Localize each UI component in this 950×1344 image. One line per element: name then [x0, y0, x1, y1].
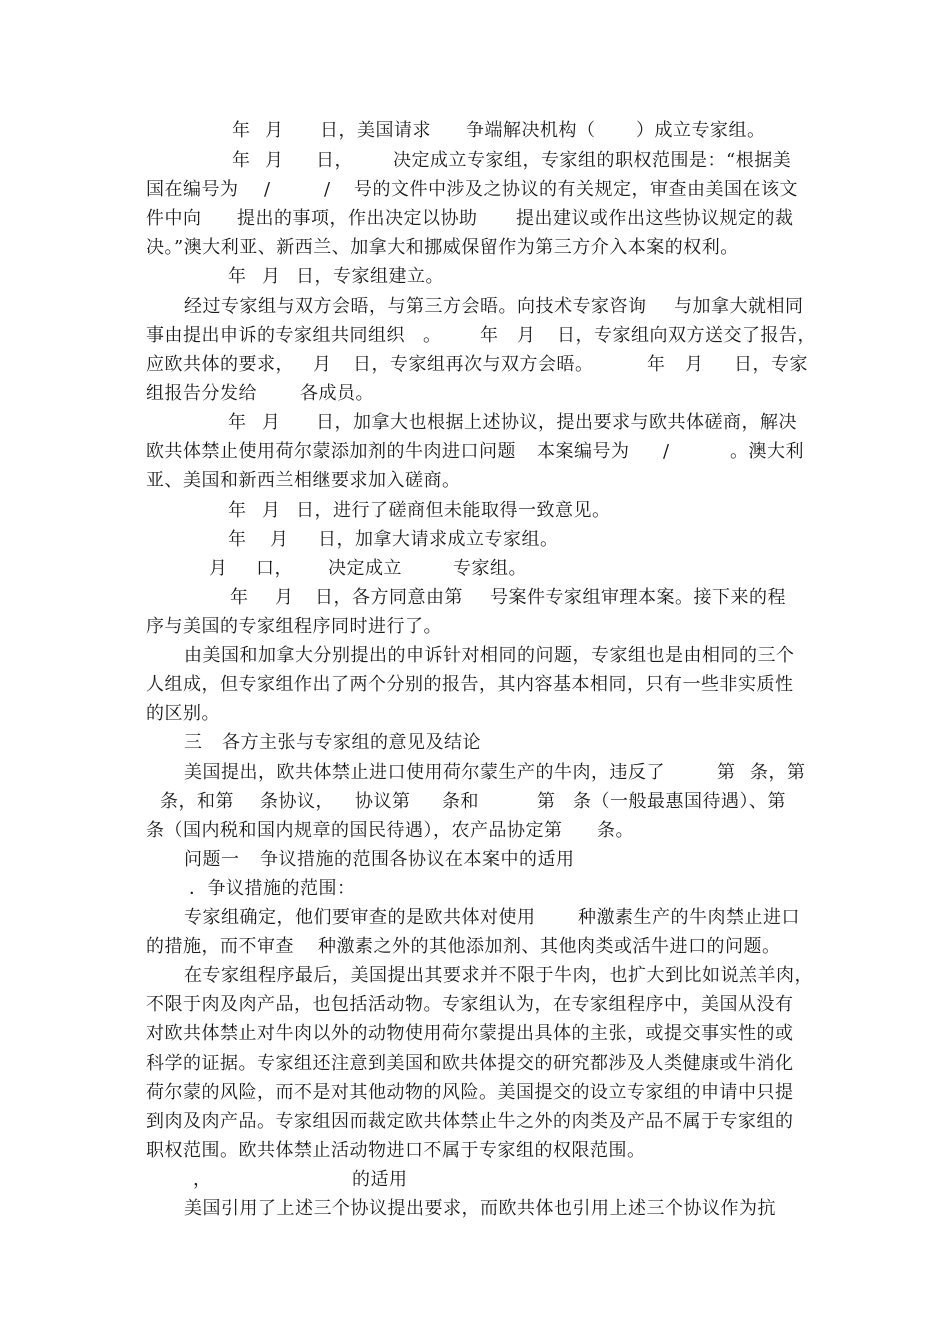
text-segment: 条和 [442, 791, 479, 812]
text-segment: 件中向 [146, 208, 202, 229]
text-segment: / [324, 179, 331, 200]
text-line [0, 234, 950, 262]
text-segment: 月 [270, 529, 289, 550]
text-segment: 月 [209, 558, 228, 579]
text-segment: / [663, 441, 670, 462]
text-segment: 日，专家组向双方送交了报告， [557, 325, 816, 346]
text-segment: 专家组确定，他们要审查的是欧共体对使用 [184, 907, 536, 928]
text-line [0, 962, 950, 990]
text-segment: 年 [647, 354, 666, 375]
text-line [0, 904, 950, 932]
text-segment: 年 [228, 266, 247, 287]
text-segment: 事由提出申诉的专家组共同组织 [146, 325, 405, 346]
text-segment: 日，加拿大请求成立专家组。 [318, 529, 559, 550]
text-segment: 年 [228, 529, 247, 550]
text-segment: 序与美国的专家组程序同时进行了。 [146, 616, 442, 637]
text-line [0, 147, 950, 175]
text-segment: 月 [313, 354, 332, 375]
text-segment: 日，专家组建立。 [296, 266, 444, 287]
text-segment: 对欧共体禁止对牛肉以外的动物使用荷尔蒙提出具体的主张，或提交事实性的或 [146, 1023, 794, 1044]
text-segment: 科学的证据。专家组还注意到美国和欧共体提交的研究都涉及人类健康或牛消化 [146, 1053, 794, 1074]
text-segment: 组报告分发给 [146, 383, 257, 404]
text-line [0, 846, 950, 874]
text-line [0, 526, 950, 554]
text-segment: 号案件专家组审理本案。接下来的程 [490, 587, 786, 608]
text-segment: 不限于肉及肉产品，也包括活动物。专家组认为，在专家组程序中，美国从没有 [146, 994, 794, 1015]
text-line [0, 117, 950, 145]
text-segment: 协议第 [355, 791, 411, 812]
text-line [0, 817, 950, 845]
text-line [0, 322, 950, 350]
text-segment: 号的文件中涉及之协议的有关规定，审查由美国在该文 [354, 179, 798, 200]
text-segment: 日， [316, 150, 353, 171]
text-segment: 条。 [597, 820, 634, 841]
text-segment: 人组成，但专家组作出了两个分别的报告，其内容基本相同，只有一些非实质性 [146, 674, 794, 695]
text-segment: 在专家组程序最后，美国提出其要求并不限于牛肉，也扩大到比如说羔羊肉， [184, 965, 813, 986]
text-segment: 决定成立 [328, 558, 402, 579]
text-segment: 条（国内税和国内规章的国民待遇），农产品协定第 [146, 820, 563, 841]
text-line [0, 351, 950, 379]
text-segment: 本案编号为 [537, 441, 630, 462]
text-segment: ）成立专家组。 [636, 120, 766, 141]
text-segment: 问题一 [184, 849, 240, 870]
text-segment: 。 [423, 325, 442, 346]
text-line [0, 205, 950, 233]
text-segment: 提出建议或作出这些协议规定的裁 [516, 208, 794, 229]
text-segment: 年 [228, 412, 247, 433]
text-segment: 第 [717, 762, 736, 783]
text-segment: 各方主张与专家组的意见及结论 [222, 732, 481, 753]
text-segment: 日，美国请求 [320, 120, 431, 141]
text-line [0, 933, 950, 961]
text-line [0, 1166, 950, 1194]
text-line [0, 991, 950, 1019]
text-line [0, 467, 950, 495]
text-segment: / [264, 179, 271, 200]
text-segment: 荷尔蒙的风险，而不是对其他动物的风险。美国提交的设立专家组的申请中只提 [146, 1082, 794, 1103]
text-line [0, 729, 950, 757]
text-segment: 的措施，而不审查 [146, 936, 294, 957]
text-segment: 争议措施的范围各协议在本案中的适用 [260, 849, 575, 870]
text-segment: 职权范围。欧共体禁止活动物进口不属于专家组的权限范围。 [146, 1140, 646, 1161]
text-line [0, 700, 950, 728]
text-segment: 决定成立专家组，专家组的职权范围是：“根据美 [393, 150, 792, 171]
text-segment: 日，进行了磋商但未能取得一致意见。 [296, 500, 611, 521]
text-segment: 条，第 [750, 762, 806, 783]
text-segment: 月 [262, 412, 281, 433]
text-segment: 国在编号为 [146, 179, 239, 200]
text-segment: 的适用 [352, 1169, 408, 1190]
text-segment: 专家组。 [453, 558, 527, 579]
text-line [0, 1050, 950, 1078]
text-segment: 三 [184, 732, 203, 753]
text-line [0, 409, 950, 437]
text-line [0, 788, 950, 816]
text-segment: 欧共体禁止使用荷尔蒙添加剂的牛肉进口问题 [146, 441, 516, 462]
text-segment: 口， [256, 558, 293, 579]
text-segment: 月 [265, 120, 284, 141]
text-line [0, 613, 950, 641]
text-line [0, 1195, 950, 1223]
text-line [0, 438, 950, 466]
text-line [0, 1108, 950, 1136]
text-segment: 月 [262, 266, 281, 287]
text-segment: 条，和第 [160, 791, 234, 812]
text-line [0, 1079, 950, 1107]
text-segment: 的区别。 [146, 703, 220, 724]
text-segment: 。澳大利 [730, 441, 804, 462]
text-segment: 种激素生产的牛肉禁止进口 [578, 907, 800, 928]
text-line [0, 293, 950, 321]
text-segment: 年 [230, 587, 249, 608]
text-segment: 日，专家 [734, 354, 808, 375]
text-segment: 月 [265, 150, 284, 171]
text-line [0, 671, 950, 699]
text-line [0, 380, 950, 408]
text-segment: 第 [537, 791, 556, 812]
text-segment: ， [193, 1169, 212, 1190]
text-segment: 与加拿大就相同 [674, 296, 804, 317]
text-segment: 决。”澳大利亚、新西兰、加拿大和挪威保留作为第三方介入本案的权利。 [146, 237, 739, 258]
text-segment: 美国提出，欧共体禁止进口使用荷尔蒙生产的牛肉，违反了 [184, 762, 665, 783]
text-segment: 月 [517, 325, 536, 346]
text-segment: 年 [480, 325, 499, 346]
text-segment: 各成员。 [300, 383, 374, 404]
text-segment: 种激素之外的其他添加剂、其他肉类或活牛进口的问题。 [318, 936, 781, 957]
text-segment: 月 [275, 587, 294, 608]
text-segment: 亚、美国和新西兰相继要求加入磋商。 [146, 470, 461, 491]
text-line [0, 1020, 950, 1048]
text-segment: 由美国和加拿大分别提出的申诉针对相同的问题，专家组也是由相同的三个 [184, 645, 795, 666]
text-segment: 月 [685, 354, 704, 375]
text-line [0, 584, 950, 612]
text-segment: 年 [232, 120, 251, 141]
text-segment: 条协议， [260, 791, 334, 812]
text-segment: 提出的事项，作出决定以协助 [237, 208, 478, 229]
text-segment: 条（一般最惠国待遇）、第 [573, 791, 786, 812]
text-line [0, 642, 950, 670]
text-segment: 日，加拿大也根据上述协议，提出要求与欧共体磋商，解决 [316, 412, 797, 433]
text-line [0, 759, 950, 787]
text-segment: ．争议措施的范围： [189, 878, 356, 899]
text-segment: 争端解决机构（ [466, 120, 596, 141]
text-segment: 应欧共体的要求， [146, 354, 294, 375]
text-segment: 年 [228, 500, 247, 521]
text-segment: 美国引用了上述三个协议提出要求，而欧共体也引用上述三个协议作为抗 [184, 1198, 776, 1219]
text-segment: 月 [262, 500, 281, 521]
text-line [0, 497, 950, 525]
text-line [0, 1137, 950, 1165]
text-segment: 日，各方同意由第 [315, 587, 463, 608]
text-segment: 年 [232, 150, 251, 171]
text-segment: 经过专家组与双方会晤，与第三方会晤。向技术专家咨询 [184, 296, 647, 317]
text-line [0, 176, 950, 204]
text-line [0, 875, 950, 903]
text-segment: 日，专家组再次与双方会晤。 [353, 354, 594, 375]
text-line [0, 555, 950, 583]
text-segment: 到肉及肉产品。专家组因而裁定欧共体禁止牛之外的肉类及产品不属于专家组的 [146, 1111, 794, 1132]
text-line [0, 263, 950, 291]
